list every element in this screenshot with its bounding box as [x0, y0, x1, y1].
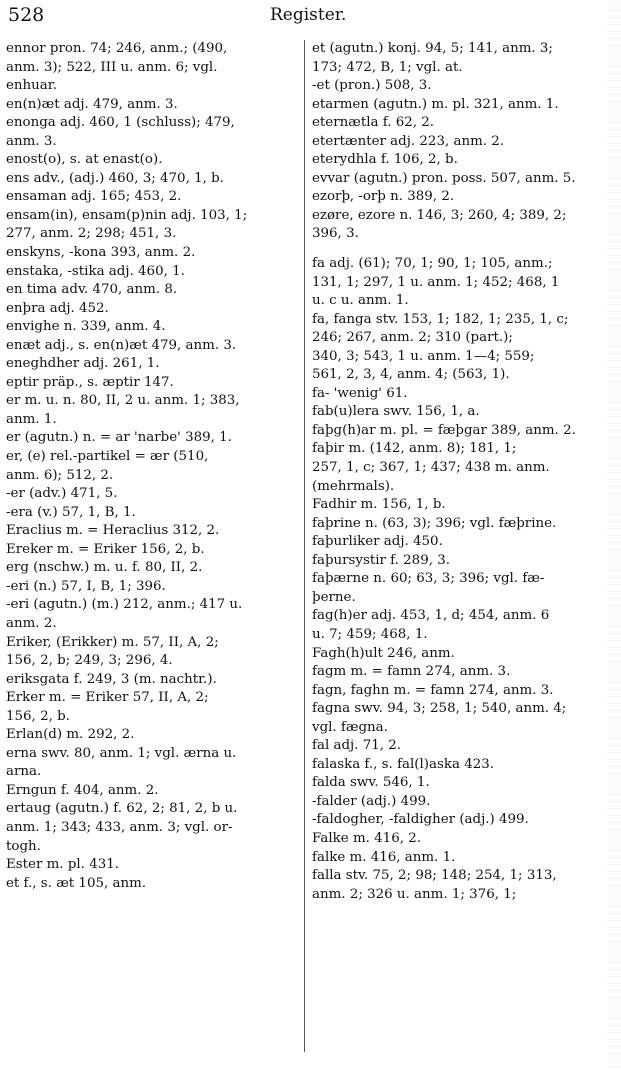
index-entry	[312, 645, 614, 664]
entry-line: u. 7; 459; 468, 1.	[312, 626, 428, 642]
entry-line: eterydhla f. 106, 2, b.	[312, 152, 458, 168]
entry-line: þerne.	[312, 589, 356, 605]
entry-line: -faldogher, -faldigher (adj.) 499.	[312, 812, 529, 828]
running-head: Register.	[270, 5, 347, 25]
index-entry	[6, 96, 298, 115]
entry-line: eneghdher adj. 261, 1.	[6, 356, 160, 372]
entry-line: Erngun f. 404, anm. 2.	[6, 782, 159, 798]
entry-line: 246; 267, anm. 2; 310 (part.);	[312, 330, 513, 346]
entry-line: er, (e) rel.-partikel = ær (510,	[6, 449, 209, 465]
page-edge	[607, 0, 621, 1070]
index-entry	[6, 522, 298, 541]
entry-line: enskyns, -kona 393, anm. 2.	[6, 245, 196, 261]
entry-line: erna swv. 80, anm. 1; vgl. ærna u.	[6, 745, 237, 761]
entry-line: 156, 2, b.	[6, 708, 70, 724]
index-entry	[312, 700, 614, 737]
entry-line: ensaman adj. 165; 453, 2.	[6, 189, 182, 205]
index-entry	[312, 255, 614, 311]
entry-line: anm. 1.	[6, 411, 57, 427]
entry-line: togh.	[6, 838, 41, 854]
entry-line: u. c u. anm. 1.	[312, 293, 409, 309]
entry-line: anm. 3); 522, III u. anm. 6; vgl.	[6, 59, 218, 75]
column-divider	[304, 40, 305, 1052]
index-entry	[312, 440, 614, 496]
index-entry	[312, 188, 614, 207]
page-number: 528	[8, 4, 45, 26]
index-entry	[6, 244, 298, 263]
entry-line: vgl. fægna.	[312, 719, 388, 735]
entry-line: ennor pron. 74; 246, anm.; (490,	[6, 41, 228, 56]
index-entry	[6, 485, 298, 504]
entry-line: et f., s. æt 105, anm.	[6, 875, 147, 891]
entry-line: fa adj. (61); 70, 1; 90, 1; 105, anm.;	[312, 256, 553, 272]
entry-line: etertænter adj. 223, anm. 2.	[312, 133, 505, 149]
entry-line: Falke m. 416, 2.	[312, 830, 422, 846]
index-entry	[312, 830, 614, 849]
entry-line: enstaka, -stika adj. 460, 1.	[6, 263, 185, 279]
entry-line: ezøre, ezore n. 146, 3; 260, 4; 389, 2;	[312, 207, 567, 223]
entry-line: Ester m. pl. 431.	[6, 857, 120, 873]
entry-line: erg (nschw.) m. u. f. 80, II, 2.	[6, 560, 203, 576]
entry-line: falaska f., s. fal(l)aska 423.	[312, 756, 495, 772]
entry-line: fa- 'wenig' 61.	[312, 385, 408, 401]
index-entry	[6, 40, 298, 96]
entry-line: 173; 472, B, 1; vgl. at.	[312, 59, 463, 75]
index-entry	[6, 671, 298, 690]
index-entry	[6, 151, 298, 170]
page-header	[0, 0, 621, 34]
entry-line: enþra adj. 452.	[6, 300, 109, 316]
entry-line: -et (pron.) 508, 3.	[312, 78, 432, 94]
right-column	[312, 40, 614, 904]
entry-line: Erker m. = Eriker 57, II, A, 2;	[6, 690, 209, 706]
index-entry	[6, 281, 298, 300]
index-entry	[312, 40, 614, 77]
entry-line: falke m. 416, anm. 1.	[312, 849, 456, 865]
index-entry	[312, 570, 614, 607]
entry-line: Ereker m. = Eriker 156, 2, b.	[6, 541, 205, 557]
entry-line: eternætla f. 62, 2.	[312, 115, 435, 131]
index-entry	[6, 448, 298, 485]
index-entry	[312, 385, 614, 404]
index-entry	[6, 318, 298, 337]
index-entry	[6, 392, 298, 429]
index-entry	[312, 207, 614, 244]
index-entry	[6, 207, 298, 244]
entry-line: envighe n. 339, anm. 4.	[6, 319, 166, 335]
entry-line: -eri (n.) 57, I, B, 1; 396.	[6, 578, 166, 594]
entry-line: enæt adj., s. en(n)æt 479, anm. 3.	[6, 337, 237, 353]
index-entry	[6, 689, 298, 726]
entry-line: fab(u)lera swv. 156, 1, a.	[312, 404, 480, 420]
index-entry	[312, 793, 614, 812]
index-entry	[6, 559, 298, 578]
entry-line: 156, 2, b; 249, 3; 296, 4.	[6, 653, 173, 669]
entry-line: anm. 3.	[6, 133, 57, 149]
entry-line: -falder (adj.) 499.	[312, 793, 431, 809]
index-entry	[6, 337, 298, 356]
entry-line: Eriker, (Erikker) m. 57, II, A, 2;	[6, 634, 219, 650]
index-entry	[312, 151, 614, 170]
entry-line: en tima adv. 470, anm. 8.	[6, 282, 178, 298]
index-entry	[6, 170, 298, 189]
entry-line: faþurliker adj. 450.	[312, 534, 443, 550]
index-entry	[6, 634, 298, 671]
entry-line: en(n)æt adj. 479, anm. 3.	[6, 96, 178, 112]
index-entry	[312, 756, 614, 775]
entry-line: falda swv. 546, 1.	[312, 775, 430, 791]
entry-line: arna.	[6, 764, 42, 780]
entry-line: fagm m. = famn 274, anm. 3.	[312, 664, 511, 680]
entry-line: faþursystir f. 289, 3.	[312, 552, 451, 568]
index-entry	[6, 578, 298, 597]
index-entry	[6, 856, 298, 875]
index-entry	[6, 875, 298, 894]
index-entry	[6, 429, 298, 448]
index-entry	[6, 114, 298, 151]
index-entry	[6, 504, 298, 523]
entry-line: Erlan(d) m. 292, 2.	[6, 727, 135, 743]
index-entry	[312, 811, 614, 830]
index-entry	[312, 552, 614, 571]
index-entry	[312, 133, 614, 152]
index-entry	[312, 682, 614, 701]
index-entry	[312, 533, 614, 552]
index-entry	[312, 96, 614, 115]
entry-line: eptir präp., s. æptir 147.	[6, 374, 174, 390]
index-entry	[6, 596, 298, 633]
entry-line: anm. 2; 326 u. anm. 1; 376, 1;	[312, 886, 517, 902]
index-entry	[312, 867, 614, 904]
entry-line: enhuar.	[6, 78, 57, 94]
entry-line: fagna swv. 94, 3; 258, 1; 540, anm. 4;	[312, 701, 567, 717]
entry-line: -eri (agutn.) (m.) 212, anm.; 417 u.	[6, 597, 243, 613]
entry-line: er (agutn.) n. = ar 'narbe' 389, 1.	[6, 430, 232, 446]
entry-line: enonga adj. 460, 1 (schluss); 479,	[6, 115, 235, 131]
entry-line: evvar (agutn.) pron. poss. 507, anm. 5.	[312, 170, 576, 186]
index-entry	[6, 188, 298, 207]
entry-line: fa, fanga stv. 153, 1; 182, 1; 235, 1, c;	[312, 311, 569, 327]
index-entry	[312, 403, 614, 422]
entry-line: anm. 2.	[6, 615, 57, 631]
entry-line: 131, 1; 297, 1 u. anm. 1; 452; 468, 1	[312, 274, 560, 290]
index-entry	[6, 374, 298, 393]
index-entry	[312, 607, 614, 644]
entry-line: faþrine n. (63, 3); 396; vgl. fæþrine.	[312, 515, 557, 531]
index-entry	[312, 663, 614, 682]
entry-line: -era (v.) 57, 1, B, 1.	[6, 504, 136, 520]
entry-line: ensam(in), ensam(p)nin adj. 103, 1;	[6, 207, 248, 223]
entry-line: Fagh(h)ult 246, anm.	[312, 645, 455, 661]
index-entry	[6, 300, 298, 319]
entry-line: fal adj. 71, 2.	[312, 738, 402, 754]
index-entry	[6, 355, 298, 374]
entry-line: Fadhir m. 156, 1, b.	[312, 497, 446, 513]
index-entry	[312, 170, 614, 189]
entry-line: anm. 6); 512, 2.	[6, 467, 114, 483]
entry-line: anm. 1; 343; 433, anm. 3; vgl. or-	[6, 819, 233, 835]
index-entry	[312, 515, 614, 534]
index-entry	[312, 311, 614, 385]
index-entry	[312, 114, 614, 133]
entry-line: faþir m. (142, anm. 8); 181, 1;	[312, 441, 517, 457]
entry-line: fag(h)er adj. 453, 1, d; 454, anm. 6	[312, 608, 550, 624]
index-entry	[6, 263, 298, 282]
index-entry	[312, 77, 614, 96]
entry-line: -er (adv.) 471, 5.	[6, 486, 118, 502]
index-entry	[6, 745, 298, 782]
index-entry	[312, 422, 614, 441]
entry-line: ens adv., (adj.) 460, 3; 470, 1, b.	[6, 170, 224, 186]
entry-line: eriksgata f. 249, 3 (m. nachtr.).	[6, 671, 217, 687]
entry-line: Eraclius m. = Heraclius 312, 2.	[6, 523, 220, 539]
entry-line: er m. u. n. 80, II, 2 u. anm. 1; 383,	[6, 393, 240, 409]
entry-line: 340, 3; 543, 1 u. anm. 1—4; 559;	[312, 348, 535, 364]
index-entry	[312, 496, 614, 515]
entry-line: faþærne n. 60; 63, 3; 396; vgl. fæ-	[312, 571, 545, 587]
index-entry	[6, 800, 298, 856]
index-entry	[312, 774, 614, 793]
index-entry	[6, 726, 298, 745]
entry-line: ezorþ, -orþ n. 389, 2.	[312, 189, 455, 205]
entry-line: 277, anm. 2; 298; 451, 3.	[6, 226, 177, 242]
entry-line: 561, 2, 3, 4, anm. 4; (563, 1).	[312, 367, 510, 383]
entry-line: etarmen (agutn.) m. pl. 321, anm. 1.	[312, 96, 559, 112]
index-entry	[312, 737, 614, 756]
entry-line: faþg(h)ar m. pl. = fæþgar 389, anm. 2.	[312, 422, 576, 438]
index-entry	[312, 849, 614, 868]
left-column	[6, 40, 298, 893]
entry-line: falla stv. 75, 2; 98; 148; 254, 1; 313,	[312, 868, 557, 884]
entry-line: ertaug (agutn.) f. 62, 2; 81, 2, b u.	[6, 801, 238, 817]
entry-line: fagn, faghn m. = famn 274, anm. 3.	[312, 682, 554, 698]
entry-line: 257, 1, c; 367, 1; 437; 438 m. anm.	[312, 460, 550, 476]
entry-line: 396, 3.	[312, 226, 359, 242]
entry-line: enost(o), s. at enast(o).	[6, 152, 163, 168]
index-entry	[6, 782, 298, 801]
index-entry	[6, 541, 298, 560]
entry-line: (mehrmals).	[312, 478, 395, 494]
entry-line: et (agutn.) konj. 94, 5; 141, anm. 3;	[312, 41, 553, 56]
